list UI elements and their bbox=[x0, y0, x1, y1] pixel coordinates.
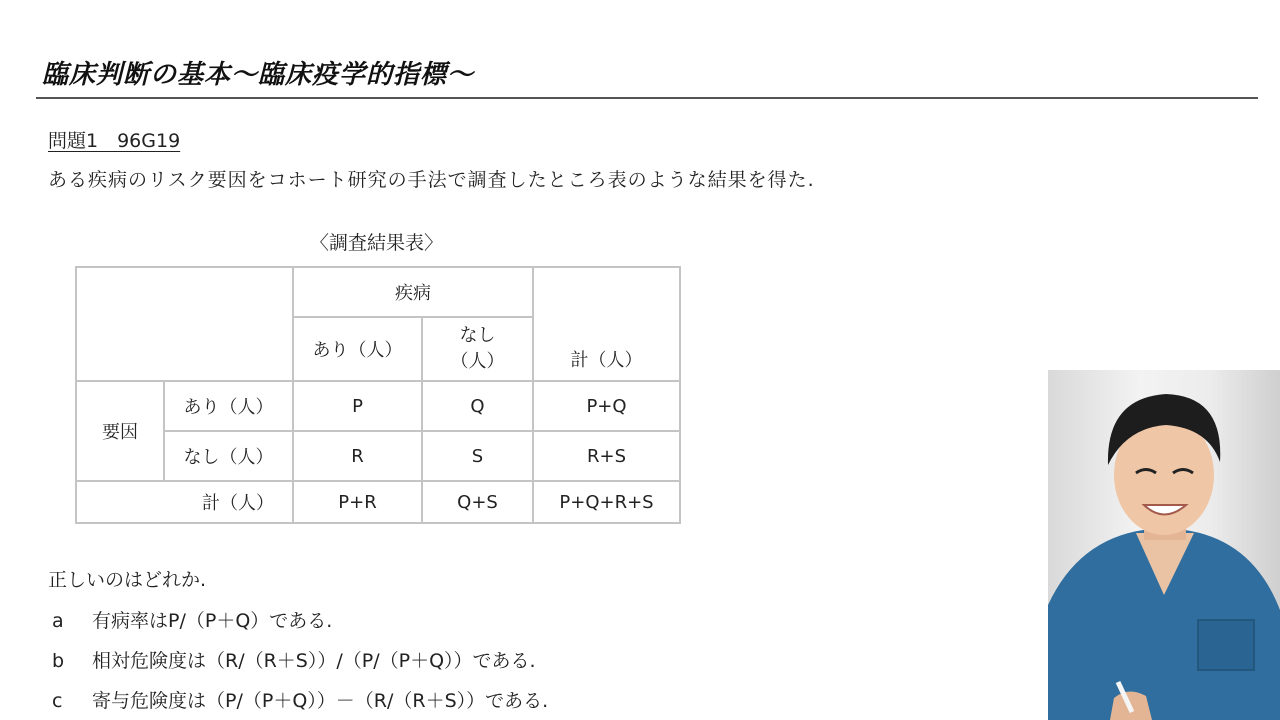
cell-p-plus-q: P+Q bbox=[533, 381, 680, 431]
cell-r: R bbox=[293, 431, 422, 481]
header-absent-line2: （人） bbox=[450, 351, 505, 372]
row-factor-absent: なし（人） bbox=[164, 431, 293, 481]
choice-letter: c bbox=[52, 690, 63, 712]
cell-r-plus-s: R+S bbox=[533, 431, 680, 481]
cell-grand-total: P+Q+R+S bbox=[533, 481, 680, 523]
slide-title: 臨床判断の基本〜臨床疫学的指標〜 bbox=[42, 60, 475, 90]
header-disease: 疾病 bbox=[293, 267, 533, 317]
header-total: 計（人） bbox=[533, 267, 680, 381]
presenter-video-overlay bbox=[1048, 370, 1280, 720]
table-corner bbox=[76, 267, 293, 381]
title-divider bbox=[36, 97, 1258, 99]
cell-s: S bbox=[422, 431, 533, 481]
row-factor-present: あり（人） bbox=[164, 381, 293, 431]
choice-text: 有病率はP/（P＋Q）である. bbox=[92, 610, 333, 632]
cell-p: P bbox=[293, 381, 422, 431]
cell-q-plus-s: Q+S bbox=[422, 481, 533, 523]
scrubs-pocket bbox=[1198, 620, 1254, 670]
choice-text: 寄与危険度は（P/（P＋Q））－（R/（R＋S））である. bbox=[92, 690, 549, 712]
header-disease-present: あり（人） bbox=[293, 317, 422, 381]
cell-p-plus-r: P+R bbox=[293, 481, 422, 523]
presenter-figure bbox=[1048, 370, 1280, 720]
table-caption: 〈調査結果表〉 bbox=[310, 232, 444, 254]
question-prompt: 正しいのはどれか. bbox=[48, 569, 207, 591]
choice-c bbox=[52, 686, 548, 713]
row-factor-group: 要因 bbox=[76, 381, 164, 481]
choice-letter: a bbox=[52, 610, 64, 632]
header-disease-absent bbox=[422, 317, 533, 381]
choice-text: 相対危険度は（R/（R＋S））/（P/（P＋Q））である. bbox=[92, 650, 536, 672]
choice-letter: b bbox=[52, 650, 65, 672]
header-absent-line1: なし bbox=[459, 325, 496, 346]
question-label: 問題1 96G19 bbox=[48, 130, 181, 152]
choice-a bbox=[52, 606, 332, 633]
results-table bbox=[75, 266, 681, 524]
row-total: 計（人） bbox=[76, 481, 293, 523]
question-stem: ある疾病のリスク要因をコホート研究の手法で調査したところ表のような結果を得た. bbox=[48, 169, 815, 191]
cell-q: Q bbox=[422, 381, 533, 431]
choice-b bbox=[52, 646, 536, 673]
